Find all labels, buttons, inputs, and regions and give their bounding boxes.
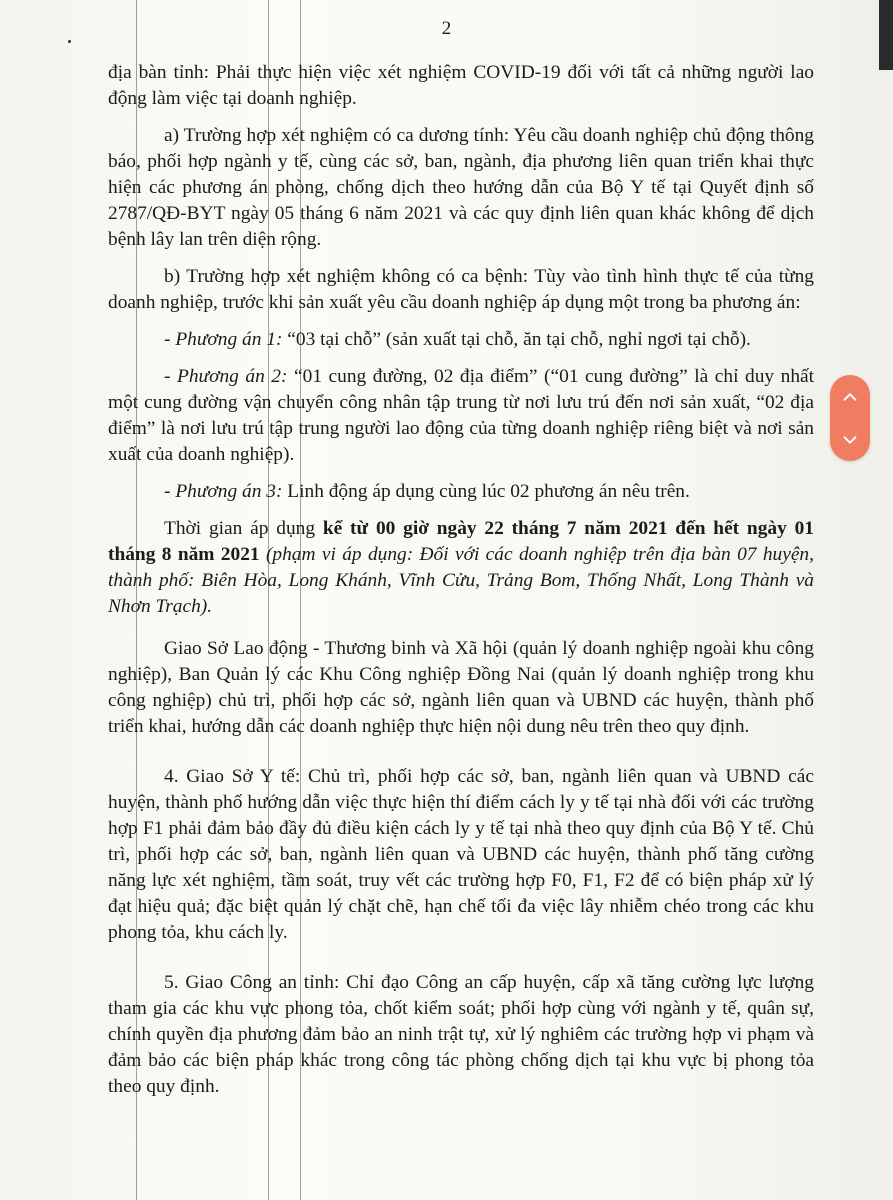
option-2-text: “01 cung đường, 02 địa điểm” (“01 cung đường” là chỉ duy nhất một cung đường vận chuyển công nhân tập trung từ nơi lưu trú đến nơi sản xuất, “02 địa điểm” là nơi lưu trú tập trung người lao động của từng doanh nghiệp riêng biệt và nơi sản xuất của doanh nghiệp). [108,366,815,465]
time-scope: (phạm vi áp dụng: Đối với các doanh nghiệp trên địa bàn 07 huyện, thành phố: Biên Hòa, Long Khánh, Vĩnh Cửu, Trảng Bom, Thống Nhất, Long Thành và Nhơn Trạch). [108,544,814,617]
document-body [108,60,814,1100]
item-4: 4. Giao Sở Y tế: Chủ trì, phối hợp các sở, ban, ngành liên quan và UBND các huyện, thành phố hướng dẫn việc thực hiện thí điểm cách ly y tế tại nhà đối với các trường hợp F1 phải đảm bảo đầy đủ điều kiện cách ly y tế tại nhà theo quy định của Bộ Y tế. Chủ trì, phối hợp các sở, ban, ngành liên quan và UBND các huyện, thành phố tăng cường năng lực xét nghiệm, tầm soát, truy vết các trường hợp F0, F1, F2 để có biện pháp xử lý đạt hiệu quả; đặc biệt quản lý chặt chẽ, hạn chế tối đa việc lây nhiễm chéo trong các khu phong tỏa, khu cách ly. [108,766,814,943]
time-prefix: Thời gian áp dụng [164,518,316,539]
paragraph-continuation: địa bàn tỉnh: Phải thực hiện việc xét nghiệm COVID-19 đối với tất cả những người lao động làm việc tại doanh nghiệp. [108,62,814,109]
page-number: 2 [441,18,452,39]
chevron-up-icon [841,388,859,406]
time-range: kể từ 00 giờ ngày 22 tháng 7 năm 2021 đến hết ngày 01 tháng 8 năm 2021 [108,518,814,565]
option-1-label: Phương án 1: [175,329,283,350]
option-3-text: Linh động áp dụng cùng lúc 02 phương án nêu trên. [287,481,690,502]
scan-dust-dot [68,40,71,43]
chevron-down-icon [841,431,859,449]
option-2-label: Phương án 2: [177,366,288,387]
option-1-text: “03 tại chỗ” (sản xuất tại chỗ, ăn tại chỗ, nghỉ ngơi tại chỗ). [287,329,751,350]
page-scroll-control [830,375,870,461]
item-5: 5. Giao Công an tỉnh: Chỉ đạo Công an cấp huyện, cấp xã tăng cường lực lượng tham gia các khu vực phong tỏa, chốt kiểm soát; phối hợp cùng với ngành y tế, quân sự, chính quyền địa phương đảm bảo an ninh trật tự, xử lý nghiêm các trường hợp vi phạm và đảm bảo các biện pháp khác trong công tác phòng chống dịch tại khu vực bị phong tỏa theo quy định. [108,972,814,1097]
scroll-down-button[interactable] [830,420,870,460]
option-2: - Phương án 2: “01 cung đường, 02 địa điểm” (“01 cung đường” là chỉ duy nhất một cung đường vận chuyển công nhân tập trung từ nơi lưu trú đến nơi sản xuất, “02 địa điểm” là nơi lưu trú tập trung người lao động của từng doanh nghiệp riêng biệt và nơi sản xuất của doanh nghiệp). [108,366,815,465]
paragraph-assignment: Giao Sở Lao động - Thương binh và Xã hội (quản lý doanh nghiệp ngoài khu công nghiệp), Ban Quản lý các Khu Công nghiệp Đồng Nai (quản lý doanh nghiệp trong khu công nghiệp) chủ trì, phối hợp các sở, ngành liên quan và UBND các huyện, thành phố triển khai, hướng dẫn các doanh nghiệp thực hiện nội dung nêu trên theo quy định. [108,638,814,737]
paragraph-case-a: a) Trường hợp xét nghiệm có ca dương tính: Yêu cầu doanh nghiệp chủ động thông báo, phối hợp ngành y tế, cùng các sở, ban, ngành, địa phương liên quan triển khai thực hiện các phương án phòng, chống dịch theo hướng dẫn của Bộ Y tế tại Quyết định số 2787/QĐ-BYT ngày 05 tháng 6 năm 2021 và các quy định liên quan khác không để dịch bệnh lây lan trên diện rộng. [108,125,814,250]
paragraph-case-b: b) Trường hợp xét nghiệm không có ca bệnh: Tùy vào tình hình thực tế của từng doanh nghiệp, trước khi sản xuất yêu cầu doanh nghiệp áp dụng một trong ba phương án: [108,266,814,313]
scroll-up-button[interactable] [830,377,870,417]
option-3-label: Phương án 3: [175,481,283,502]
paragraph-time-applied [108,516,814,620]
option-3: - Phương án 3: Linh động áp dụng cùng lúc 02 phương án nêu trên. [164,481,690,502]
option-1: - Phương án 1: “03 tại chỗ” (sản xuất tại chỗ, ăn tại chỗ, nghỉ ngơi tại chỗ). [164,329,751,350]
